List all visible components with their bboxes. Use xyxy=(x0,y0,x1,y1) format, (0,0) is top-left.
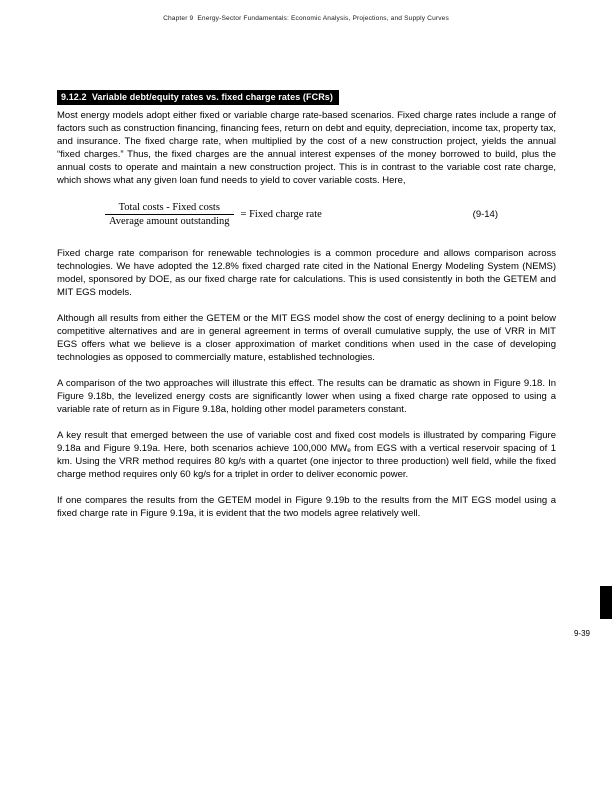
running-header: Chapter 9 Energy-Sector Fundamentals: Economic Analysis, Projections, and Supply Curves xyxy=(163,15,449,22)
page-number: 9-39 xyxy=(573,629,590,638)
paragraph-1: Most energy models adopt either fixed or variable charge rate-based scenarios. Fixed charge rates include a range of factors such as construction financing, financing fees, return on debt and equity, depreciation, income tax, property tax, and insurance. The fixed charge rate, when multiplied by the cost of a new construction project, yields the annual “fixed charges.” Thus, the fixed charges are the annual interest expenses of the money borrowed to build, plus the annual costs to operate and maintain a new construction project. This is in contrast to the variable cost rate charge, which shows what any given loan fund needs to yield to cover variable costs. Here, xyxy=(57,110,556,186)
paragraph-2: Fixed charge rate comparison for renewable technologies is a common procedure and allows comparison across technologies. We have adopted the 12.8% fixed charged rate cited in the National Energy Modeling System (NEMS) model, sponsored by DOE, as our fixed charge rate for calculations. This is used consistently in both the GETEM and MIT EGS models. xyxy=(57,248,556,298)
page-content xyxy=(57,87,556,533)
paragraph-5-text: A key result that emerged between the use of variable cost and fixed cost models is illustrated by comparing Figure 9.18a and Figure 9.19a. Here, both scenarios achieve 100,000 MW xyxy=(57,430,556,454)
equation-number: (9-14) xyxy=(472,209,498,220)
equation-denominator: Average amount outstanding xyxy=(105,214,234,227)
equation-9-14 xyxy=(105,202,556,227)
paragraph-5 xyxy=(57,429,556,481)
equation-rhs: = Fixed charge rate xyxy=(240,209,322,220)
section-heading: 9.12.2 Variable debt/equity rates vs. fixed charge rates (FCRs) xyxy=(57,90,339,105)
paragraph-6: If one compares the results from the GETEM model in Figure 9.19b to the results from the MIT EGS model using a fixed charge rate in Figure 9.19a, it is evident that the two models agree relatively well. xyxy=(57,495,556,519)
paragraph-4: A comparison of the two approaches will illustrate this effect. The results can be dramatic as shown in Figure 9.18. In Figure 9.18b, the levelized energy costs are significantly lower when using a fixed charge rate opposed to using a variable rate of return as in Figure 9.18a, holding other model parameters constant. xyxy=(57,378,556,415)
mwe-subscript: e xyxy=(347,447,351,454)
chapter-edge-tab xyxy=(600,586,612,619)
paragraph-3: Although all results from either the GETEM or the MIT EGS model show the cost of energy declining to a point below competitive alternatives and are in general agreement in terms of overall cumulative supply, the use of VRR in MIT EGS offers what we believe is a closer approximation of market conditions when used in the case of developing technologies as opposed to commercially mature, established technologies. xyxy=(57,313,556,363)
equation-numerator: Total costs - Fixed costs xyxy=(118,202,220,213)
equation-fraction xyxy=(105,202,234,227)
paragraph-5-text-cont: from EGS with a vertical reservoir spacing of 1 km. Using the VRR method requires 80 kg/s with a quartet (one injector to three production) well field, while the fixed charge method requires only 60 kg/s for a triplet in order to deliver economic power. xyxy=(57,443,556,480)
